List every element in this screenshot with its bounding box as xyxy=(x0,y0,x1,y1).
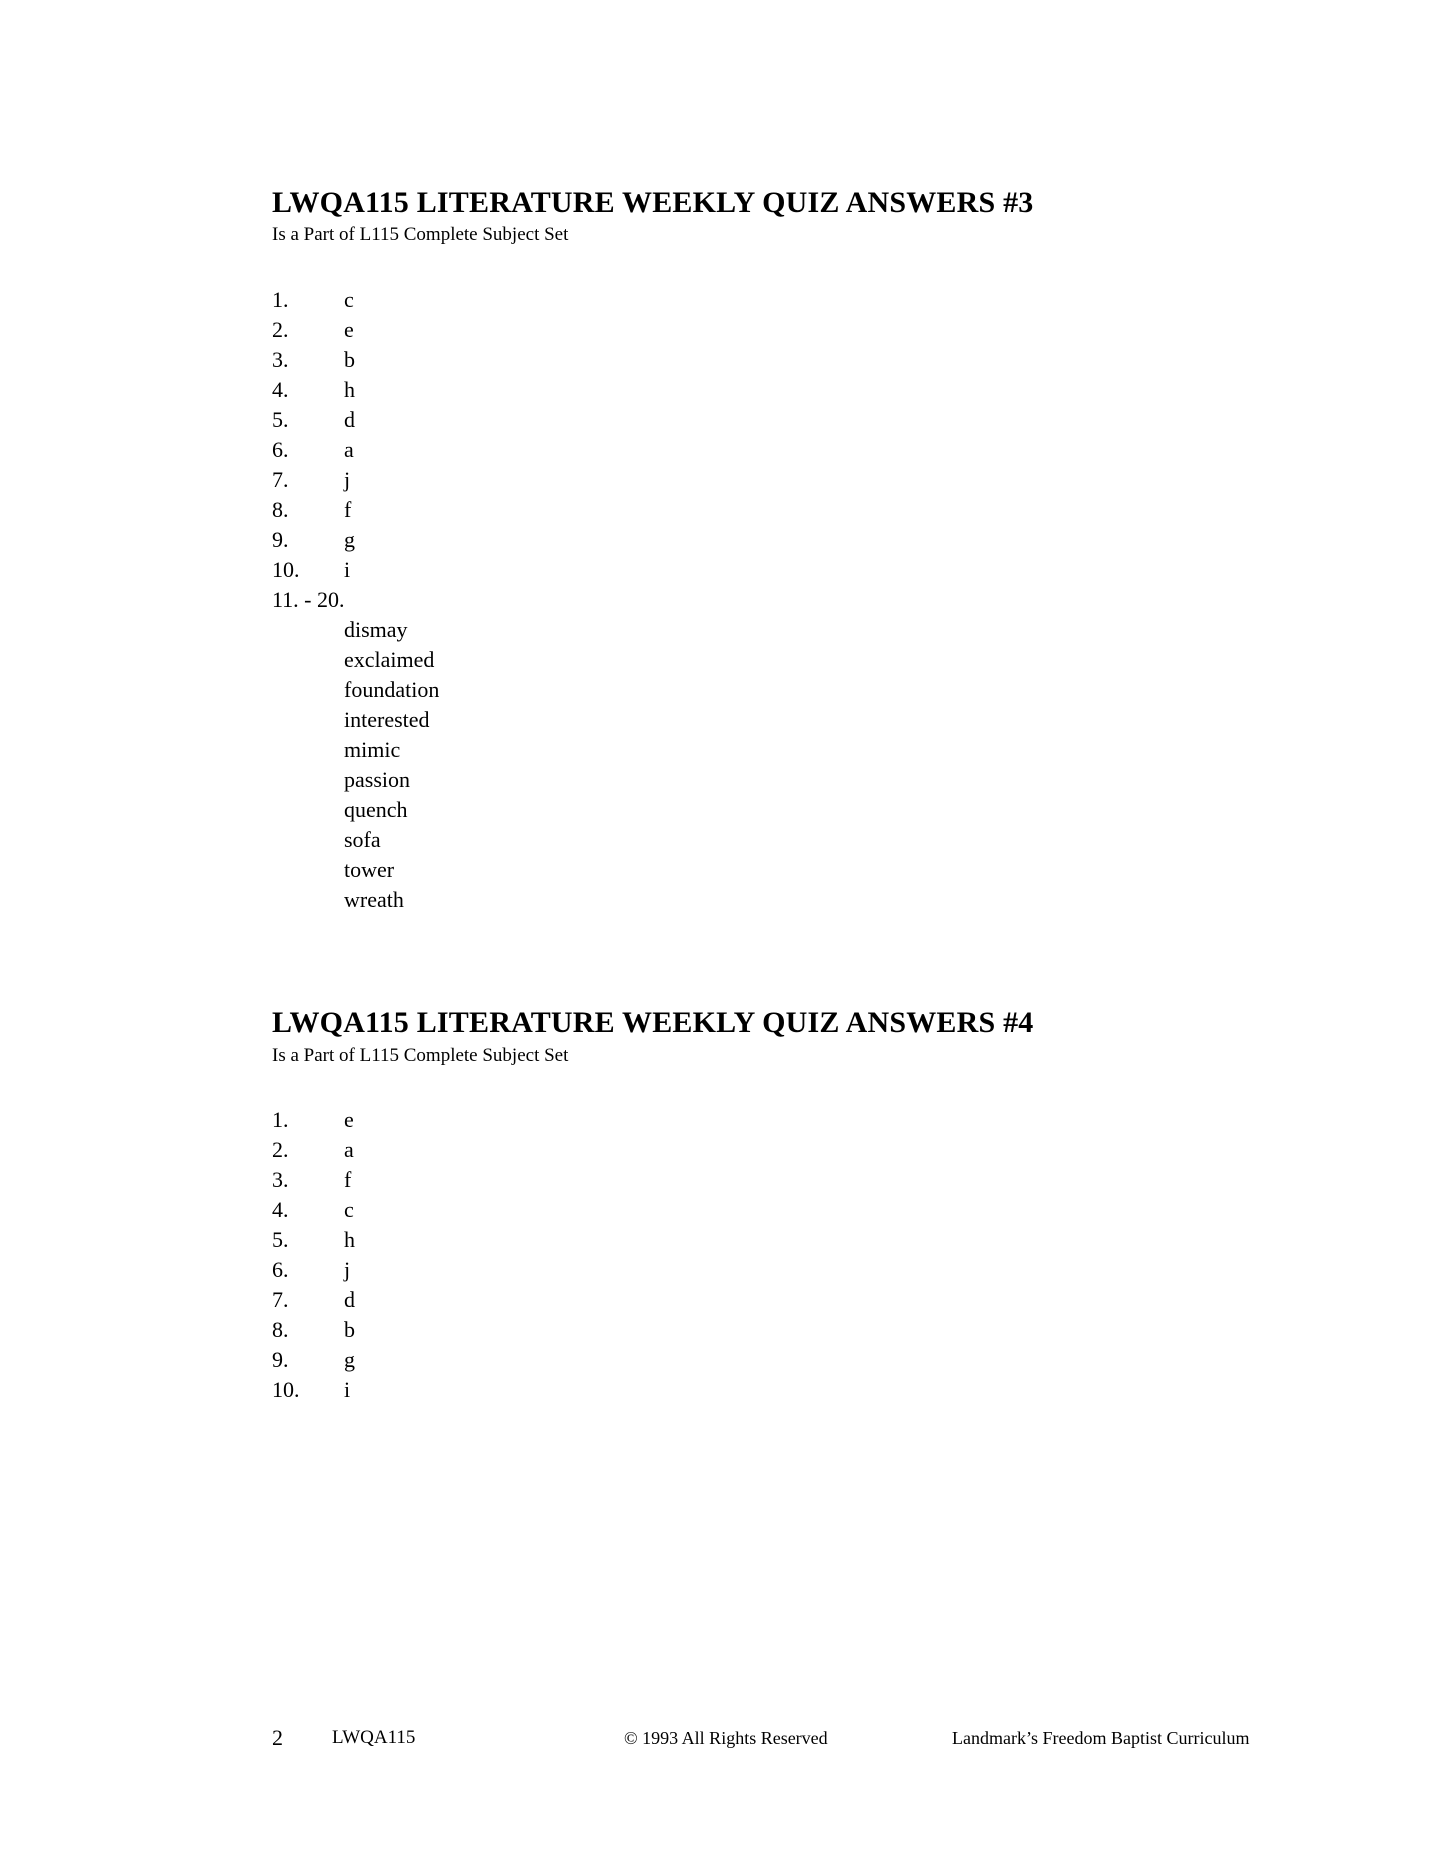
answer-value: f xyxy=(344,1167,352,1193)
page-footer xyxy=(272,1725,1332,1749)
word-item: foundation xyxy=(344,677,440,703)
answer-number: 5. xyxy=(272,1227,289,1253)
answer-row xyxy=(272,375,1332,405)
answer-number: 2. xyxy=(272,1137,289,1163)
answer-value: e xyxy=(344,1107,354,1133)
answer-value: g xyxy=(344,1347,355,1373)
answer-number: 1. xyxy=(272,1107,289,1133)
answer-row xyxy=(272,495,1332,525)
answer-value: b xyxy=(344,1317,355,1343)
section-subtitle: Is a Part of L115 Complete Subject Set xyxy=(272,1044,569,1066)
answer-number: 10. xyxy=(272,1377,300,1403)
section-subtitle: Is a Part of L115 Complete Subject Set xyxy=(272,224,569,246)
section-title: LWQA115 LITERATURE WEEKLY QUIZ ANSWERS #4 xyxy=(272,1006,1034,1040)
word-item: dismay xyxy=(344,617,408,643)
answer-value: i xyxy=(344,557,351,583)
answer-row xyxy=(272,1105,1332,1135)
answer-value: d xyxy=(344,407,355,433)
answer-number: 6. xyxy=(272,1257,289,1283)
word-item: exclaimed xyxy=(344,647,435,673)
answer-value: f xyxy=(344,497,352,523)
quiz-answers-section-3 xyxy=(272,185,1332,915)
answer-value: b xyxy=(344,347,355,373)
word-answer-list xyxy=(272,615,1332,915)
answer-number: 9. xyxy=(272,527,289,553)
answer-value: j xyxy=(344,467,351,493)
answer-row xyxy=(272,405,1332,435)
answer-number: 10. xyxy=(272,557,300,583)
answer-value: h xyxy=(344,1227,355,1253)
answer-number: 4. xyxy=(272,1197,289,1223)
answer-value: c xyxy=(344,1197,354,1223)
answer-value: g xyxy=(344,527,355,553)
answer-number: 4. xyxy=(272,377,289,403)
quiz-answers-section-4 xyxy=(272,1005,1332,1405)
word-item: wreath xyxy=(344,887,404,913)
word-item: passion xyxy=(344,767,410,793)
word-item: sofa xyxy=(344,827,381,853)
answer-number: 3. xyxy=(272,347,289,373)
section-spacer xyxy=(272,915,1332,1005)
answer-number: 7. xyxy=(272,467,289,493)
answer-number: 6. xyxy=(272,437,289,463)
answer-row xyxy=(272,345,1332,375)
answer-row xyxy=(272,525,1332,555)
answer-value: d xyxy=(344,1287,355,1313)
answer-row xyxy=(272,465,1332,495)
word-item: mimic xyxy=(344,737,401,763)
answer-value: c xyxy=(344,287,354,313)
answer-number: 9. xyxy=(272,1347,289,1373)
answer-row xyxy=(272,1375,1332,1405)
answer-value: h xyxy=(344,377,355,403)
answer-row xyxy=(272,315,1332,345)
answer-row xyxy=(272,555,1332,585)
answer-number: 8. xyxy=(272,497,289,523)
answer-row xyxy=(272,1345,1332,1375)
answer-value: a xyxy=(344,437,354,463)
answer-row xyxy=(272,1165,1332,1195)
footer-brand: Landmark’s Freedom Baptist Curriculum xyxy=(952,1728,1250,1748)
answer-value: j xyxy=(344,1257,351,1283)
answer-value: e xyxy=(344,317,354,343)
answer-number: 2. xyxy=(272,317,289,343)
answer-value: i xyxy=(344,1377,351,1403)
answer-number: 5. xyxy=(272,407,289,433)
answer-list xyxy=(272,285,1332,585)
answer-number: 8. xyxy=(272,1317,289,1343)
section-title: LWQA115 LITERATURE WEEKLY QUIZ ANSWERS #3 xyxy=(272,186,1034,219)
document-content xyxy=(272,185,1332,1405)
answer-number: 7. xyxy=(272,1287,289,1313)
answer-range-label: 11. - 20. xyxy=(272,587,345,613)
footer-copyright: © 1993 All Rights Reserved xyxy=(624,1728,828,1748)
footer-page-number: 2 xyxy=(272,1725,283,1750)
answer-row xyxy=(272,1285,1332,1315)
answer-number: 3. xyxy=(272,1167,289,1193)
word-item: tower xyxy=(344,857,395,883)
answer-row xyxy=(272,1195,1332,1225)
answer-row xyxy=(272,1255,1332,1285)
answer-row xyxy=(272,1315,1332,1345)
word-item: quench xyxy=(344,797,408,823)
answer-number: 1. xyxy=(272,287,289,313)
answer-row xyxy=(272,285,1332,315)
footer-document-code: LWQA115 xyxy=(332,1727,416,1748)
answer-row xyxy=(272,1135,1332,1165)
answer-row xyxy=(272,435,1332,465)
word-item: interested xyxy=(344,707,430,733)
answer-row xyxy=(272,1225,1332,1255)
answer-list xyxy=(272,1105,1332,1405)
answer-value: a xyxy=(344,1137,354,1163)
